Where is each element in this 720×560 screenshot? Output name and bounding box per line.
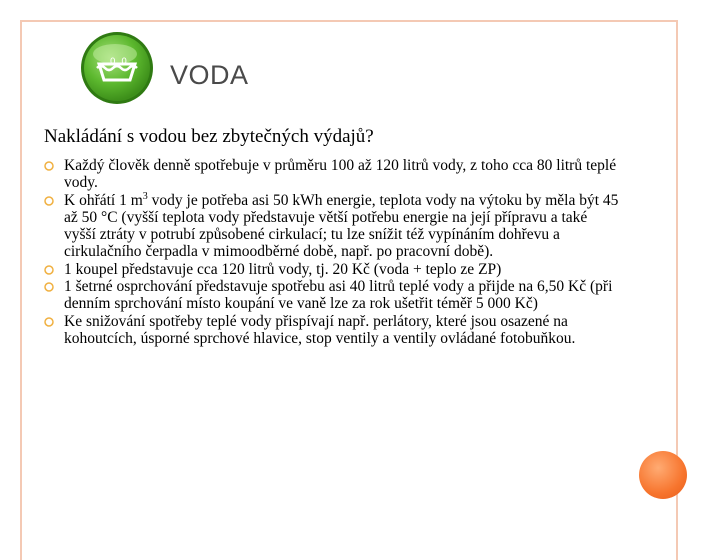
- circle-bullet-icon: [44, 317, 54, 327]
- bullet-text: Ke snižování spotřeby teplé vody přispívají např. perlátory, které jsou osazené na kohoutcích, úsporné sprchové hlavice, stop ventily a ventily ovládané fotobuňkou.: [64, 312, 576, 347]
- list-item: [44, 261, 620, 278]
- bullet-text-pre: K ohřátí 1 m: [64, 191, 143, 209]
- list-item: [44, 192, 620, 261]
- bullet-text: Každý člověk denně spotřebuje v průměru 100 až 120 litrů vody, z toho cca 80 litrů teplé vody.: [64, 157, 617, 192]
- slide-subtitle: Nakládání s vodou bez zbytečných výdajů?: [44, 126, 374, 147]
- list-item: [44, 313, 620, 348]
- orange-circle-icon: [639, 451, 687, 499]
- list-item: [44, 157, 620, 192]
- list-item: [44, 278, 620, 313]
- page-title: VODA: [170, 60, 249, 90]
- circle-bullet-icon: [44, 196, 54, 206]
- bullet-text: 1 koupel představuje cca 120 litrů vody, tj. 20 Kč (voda + teplo ze ZP): [64, 260, 502, 278]
- bullet-text-post: vody je potřeba asi 50 kWh energie, teplota vody na výtoku by měla být 45 až 50 °C (vyšší teplota vody představuje větší potřebu energie na její přípravu a také vyšší ztráty v potrubí způsobené cirkulací; tu lze snížit též vypínáním dohřevu a cirkulačního čerpadla v mimoodběrné době, např. po pracovní době).: [64, 191, 619, 261]
- bullet-text: 1 šetrné osprchování představuje spotřebu asi 40 litrů teplé vody a přijde na 6,50 Kč (při denním sprchování místo koupání ve vaně lze za rok ušetřit téměř 5 000 Kč): [64, 278, 613, 313]
- svg-text:.0 .0: .0 .0: [106, 57, 128, 67]
- bullet-list: [44, 157, 620, 347]
- circle-bullet-icon: [44, 265, 54, 275]
- bullet-superscript: 3: [142, 190, 148, 202]
- circle-bullet-icon: [44, 161, 54, 171]
- circle-bullet-icon: [44, 282, 54, 292]
- water-wash-icon: [79, 30, 155, 106]
